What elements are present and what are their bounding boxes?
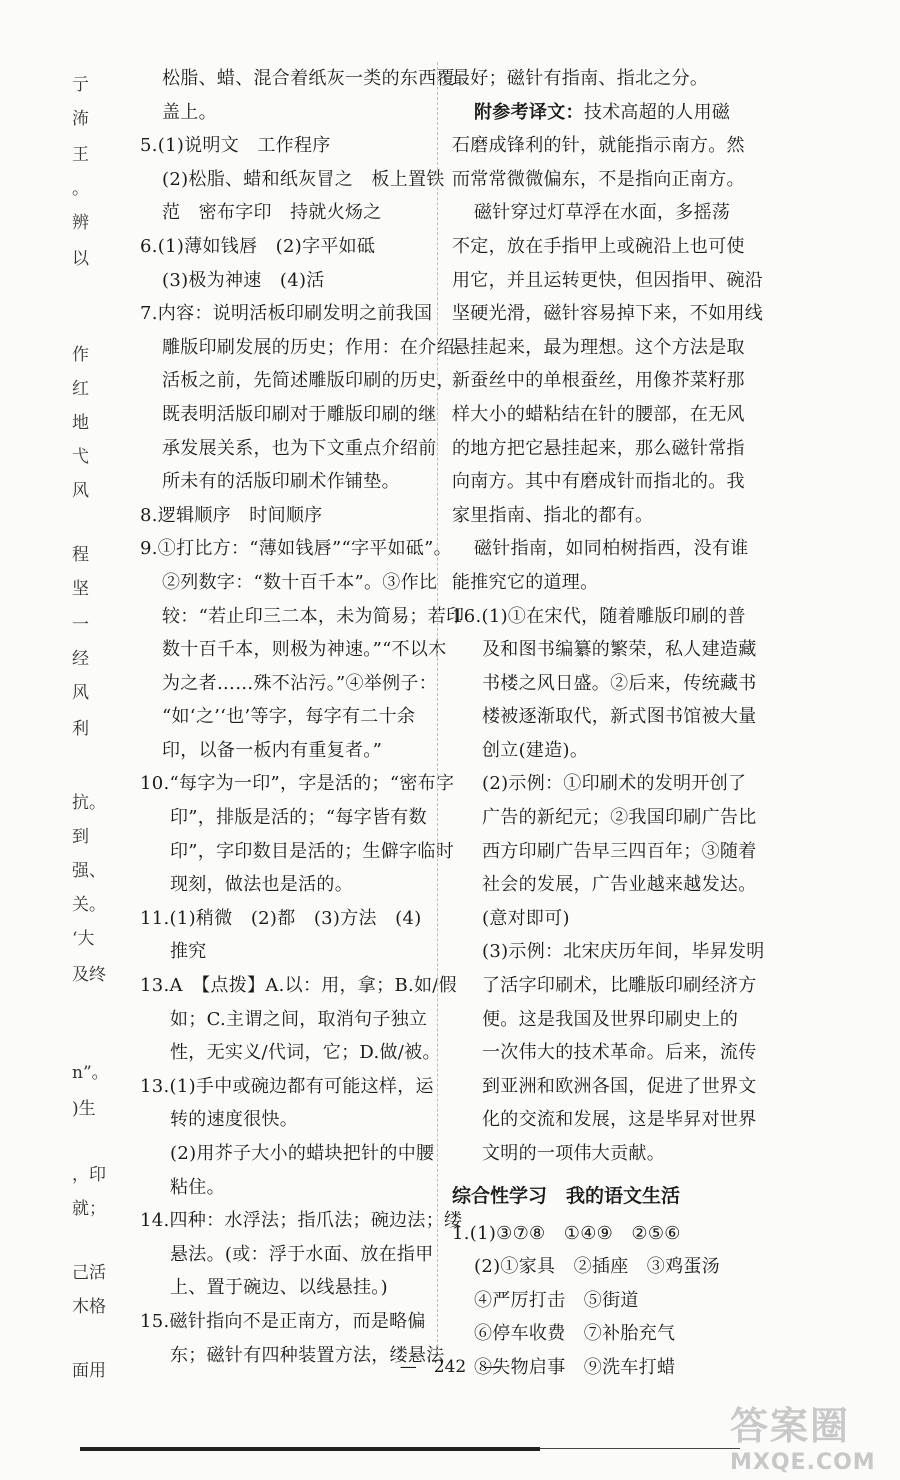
text-line: 印，以备一板内有重复者。” <box>162 739 383 761</box>
text-line: 6.(1)薄如钱唇 (2)字平如砥 <box>140 235 376 257</box>
text-line: 及和图书编纂的繁荣，私人建造藏 <box>482 639 757 661</box>
margin-fragment: 己活 <box>72 1263 106 1283</box>
text-line: 用它，并且运转更快，但因指甲、碗沿 <box>452 269 764 291</box>
text-line: 新蚕丝中的单根蚕丝，用像芥菜籽那 <box>452 370 745 392</box>
text-line: 悬法。(或：浮于水面、放在指甲 <box>170 1243 434 1265</box>
text-line: 西方印刷广告早三四百年；③随着 <box>482 840 757 862</box>
text-line: 坚硬光滑，磁针容易掉下来，不如用线 <box>452 303 764 325</box>
margin-fragment: 坚 <box>72 579 89 599</box>
text-line: 家里指南、指北的都有。 <box>452 504 654 526</box>
margin-fragment: ，印 <box>72 1165 106 1185</box>
text-line: (2)①家具 ②插座 ③鸡蛋汤 <box>474 1256 720 1278</box>
bold-label: 附参考译文： <box>474 101 584 123</box>
text-line: 如；C.主谓之间，取消句子独立 <box>170 1008 428 1030</box>
margin-fragment: 辨 <box>72 213 89 233</box>
text-line: 较：“若止印三二本，未为简易；若印 <box>162 605 465 627</box>
text-line: 楼被逐渐取代，新式图书馆被大量 <box>482 706 757 728</box>
text-line: “如‘之’‘也’等字，每字有二十余 <box>162 706 416 728</box>
text-line: 印”，字印数目是活的；生僻字临时 <box>170 840 455 862</box>
text-line: (2)用芥子大小的蜡块把针的中腰 <box>170 1143 435 1164</box>
text-line: 性，无实义/代词，它；D.做/被。 <box>170 1042 441 1064</box>
text-line: (3)示例：北宋庆历年间，毕昇发明 <box>482 941 765 963</box>
text-line: 1.(1)③⑦⑧ ①④⑨ ②⑤⑥ <box>452 1222 681 1244</box>
text-line: 文明的一项伟大贡献。 <box>482 1143 665 1164</box>
text-line: 便。这是我国及世界印刷史上的 <box>482 1008 739 1030</box>
text-line: 广告的新纪元；②我国印刷广告比 <box>482 807 757 829</box>
margin-fragment: 木格 <box>72 1297 106 1317</box>
text-line: 磁针指南，如同柏树指西，没有谁 <box>474 538 749 560</box>
text-line: 15.磁针指向不是正南方，而是略偏 <box>140 1310 426 1332</box>
text-line: (2)示例：①印刷术的发明开创了 <box>482 773 747 795</box>
text-line: 8.逻辑顺序 时间顺序 <box>140 504 323 526</box>
margin-fragment: 。 <box>72 179 89 199</box>
margin-fragment: ‘大 <box>72 929 95 949</box>
text-line: ②列数字：“数十百千本”。③作比 <box>162 571 438 593</box>
left-column <box>140 62 465 1372</box>
text-line: 既表明活版印刷对于雕版印刷的继 <box>162 403 437 425</box>
right-column <box>452 62 765 1385</box>
watermark-title: 答案圈 <box>730 1404 851 1448</box>
text-line: 石磨成锋利的针，就能指示南方。然 <box>452 135 745 157</box>
bottom-rule <box>80 1447 540 1451</box>
text-line: ④严厉打击 ⑤街道 <box>474 1289 639 1311</box>
text-line: 13.(1)手中或碗边都有可能这样，运 <box>140 1075 434 1097</box>
text-line: 转的速度很快。 <box>170 1109 299 1131</box>
margin-fragment: 王 <box>72 145 89 165</box>
text-line: 雕版印刷发展的历史；作用：在介绍 <box>162 336 455 358</box>
text-line: 社会的发展，广告业越来越发达。 <box>482 874 757 896</box>
text-line: 数十百千本，则极为神速。”“不以木 <box>162 639 447 661</box>
margin-fragment: 地 <box>72 413 89 433</box>
text-line: 上、置于碗边、以线悬挂。) <box>170 1277 388 1299</box>
margin-fragment: 关。 <box>72 895 106 915</box>
text-line: 14.四种：水浮法；指爪法；碗边法；缕 <box>140 1210 463 1232</box>
text-line: 悬挂起来，最为理想。这个方法是取 <box>452 336 745 358</box>
text-line: 了活字印刷术，比雕版印刷经济方 <box>482 975 757 997</box>
margin-fragment: 抗。 <box>72 793 106 813</box>
text-line: 最好；磁针有指南、指北之分。 <box>452 68 709 89</box>
text-line: 不定，放在手指甲上或碗沿上也可使 <box>452 235 745 257</box>
text-line: 活板之前，先简述雕版印刷的历史， <box>162 370 455 392</box>
text-line: ⑥停车收费 ⑦补胎充气 <box>474 1323 676 1345</box>
margin-fragment: 强、 <box>72 861 106 881</box>
watermark-url: MXQE.COM <box>730 1450 876 1475</box>
margin-fragment: 风 <box>72 481 89 501</box>
text-line: 推究 <box>170 941 207 963</box>
text-line: 为之者……殊不沾污。”④举例子： <box>162 672 438 694</box>
line-rest: 技术高超的人用磁 <box>583 101 731 123</box>
text-line: 现刻，做法也是活的。 <box>170 874 353 896</box>
text-line: 磁针穿过灯草浮在水面，多摇荡 <box>474 202 731 224</box>
text-line: (3)极为神速 (4)活 <box>162 269 325 291</box>
text-line: 的地方把它悬挂起来，那么磁针常指 <box>452 437 745 459</box>
page-number: — 242 — <box>399 1357 501 1377</box>
margin-fragment: 亍 <box>72 75 89 95</box>
text-line <box>452 96 762 130</box>
text-line: 16.(1)①在宋代，随着雕版印刷的普 <box>452 605 746 627</box>
margin-fragment: 到 <box>72 827 89 847</box>
text-line: 书楼之风日盛。②后来，传统藏书 <box>482 672 757 694</box>
text-line: 样大小的蜡粘结在针的腰部，在无风 <box>452 403 745 425</box>
bottom-rule-thin <box>540 1448 740 1449</box>
margin-fragment: 面用 <box>72 1361 106 1381</box>
text-line: 盖上。 <box>162 101 217 123</box>
text-line: 7.内容：说明活板印刷发明之前我国 <box>140 303 433 325</box>
text-line: 9.①打比方：“薄如钱唇”“字平如砥”。 <box>140 538 452 560</box>
column-divider <box>437 62 438 1352</box>
text-line: 而常常微微偏东，不是指向正南方。 <box>452 168 745 190</box>
watermark-logo <box>730 1395 900 1475</box>
margin-fragment: 作 <box>72 345 89 365</box>
margin-fragment: 经 <box>72 649 89 669</box>
text-line: 化的交流和发展，这是毕昇对世界 <box>482 1109 757 1131</box>
text-line: 承发展关系，也为下文重点介绍前 <box>162 437 437 459</box>
text-line: 能推究它的道理。 <box>452 571 599 593</box>
text-line: 印”，排版是活的；“每字皆有数 <box>170 807 427 829</box>
text-line: ⑧失物启事 ⑨洗车打蜡 <box>474 1356 676 1378</box>
text-line: 向南方。其中有磨成针而指北的。我 <box>452 471 745 493</box>
text-line: (2)松脂、蜡和纸灰冒之 板上置铁 <box>162 168 445 190</box>
text-line: 范 密布字印 持就火炀之 <box>162 202 382 224</box>
text-line: 东；磁针有四种装置方法，缕悬法 <box>170 1344 445 1366</box>
margin-fragment: )生 <box>72 1099 96 1119</box>
text-line: 到亚洲和欧洲各国，促进了世界文 <box>482 1075 757 1097</box>
margin-fragment: 及终 <box>72 965 106 985</box>
text-line: 一次伟大的技术革命。后来，流传 <box>482 1042 757 1064</box>
text-line: 粘住。 <box>170 1176 225 1198</box>
margin-fragment: 一 <box>72 615 89 635</box>
text-line: 13.A 【点拨】A.以：用，拿；B.如/假 <box>140 975 457 997</box>
text-line: 10.“每字为一印”，字是活的；“密布字 <box>140 773 455 795</box>
section-heading: 综合性学习 我的语文生活 <box>452 1184 681 1207</box>
text-line: 11.(1)稍微 (2)都 (3)方法 (4) <box>140 907 422 929</box>
text-line: 5.(1)说明文 工作程序 <box>140 135 331 157</box>
margin-fragment: n”。 <box>72 1063 109 1083</box>
margin-fragment: 红 <box>72 379 89 399</box>
text-line: (意对即可) <box>482 907 570 929</box>
margin-fragment: 风 <box>72 683 89 703</box>
text-line: 所未有的活版印刷术作铺垫。 <box>162 471 400 493</box>
margin-fragment: 㳍 <box>72 109 89 129</box>
margin-fragment: 以 <box>72 249 89 269</box>
margin-fragment: 就； <box>72 1199 106 1219</box>
margin-fragment: 利 <box>72 719 89 739</box>
margin-fragment: 程 <box>72 545 89 565</box>
text-line: 松脂、蜡、混合着纸灰一类的东西覆 <box>162 68 455 89</box>
margin-fragment: 弋 <box>72 447 89 467</box>
text-line: 创立(建造)。 <box>482 739 589 761</box>
